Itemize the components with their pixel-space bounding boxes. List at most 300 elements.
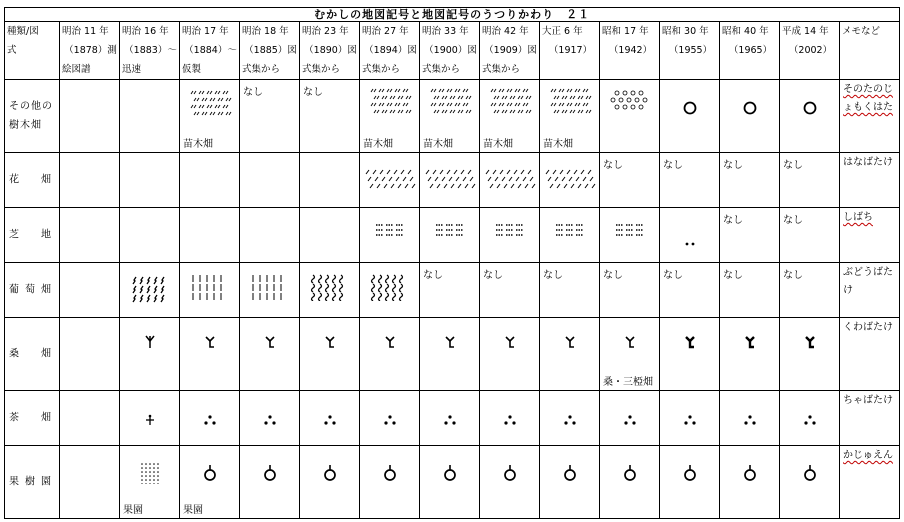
table-title: むかしの地図記号と地図記号のうつりかわり ２１ [5, 8, 900, 22]
symbol-cell [300, 391, 360, 446]
symbol-wrap [780, 464, 839, 486]
symbol-wrap [600, 223, 659, 243]
mulberry-field-icon [324, 334, 336, 350]
memo-cell [840, 80, 900, 153]
row-label-text: 茶 畑 [9, 412, 57, 424]
symbol-cell [780, 153, 840, 208]
symbol-cell [540, 391, 600, 446]
symbol-wrap [540, 86, 599, 120]
symbol-cell [180, 80, 240, 153]
symbol-cell [60, 391, 120, 446]
flower-field-icon [363, 167, 417, 193]
symbol-cell [720, 446, 780, 519]
column-header [5, 22, 60, 80]
symbol-cell [360, 208, 420, 263]
vineyard-icon [310, 273, 350, 301]
column-header-line: （1955） [668, 45, 713, 56]
orchard-icon [323, 464, 337, 482]
symbol-cell [600, 153, 660, 208]
column-header-line: 明治 11 年 [62, 26, 109, 37]
symbol-cell [360, 263, 420, 318]
table-row [5, 446, 900, 519]
symbol-wrap [600, 88, 659, 116]
symbol-wrap [180, 88, 239, 122]
symbol-cell [180, 263, 240, 318]
symbol-cell [180, 391, 240, 446]
table-row [5, 391, 900, 446]
symbol-cell [180, 208, 240, 263]
symbol-wrap [360, 223, 419, 243]
column-header-line: （1900）図 [424, 45, 477, 56]
column-header [180, 22, 240, 80]
column-header-line: （1894）図 [364, 45, 417, 56]
tea-field-icon [203, 414, 217, 426]
flower-field-icon [543, 167, 597, 193]
orchard-icon [443, 464, 457, 482]
row-label [5, 153, 60, 208]
table-row [5, 153, 900, 208]
vineyard-icon [250, 273, 290, 301]
symbol-cell [720, 391, 780, 446]
column-header-line: （1878）測 [64, 45, 117, 56]
row-label-text: 芝 地 [9, 229, 57, 241]
column-header-line: 明治 42 年 [482, 26, 529, 37]
flower-field-icon [483, 167, 537, 193]
symbol-caption: 桑・三椏畑 [603, 377, 653, 388]
symbol-wrap [660, 464, 719, 486]
symbol-wrap [360, 273, 419, 305]
symbol-cell [300, 208, 360, 263]
grassland-icon [494, 223, 526, 239]
grassland-icon [374, 223, 406, 239]
column-header [60, 22, 120, 80]
symbol-wrap [300, 334, 359, 354]
symbol-cell [180, 446, 240, 519]
symbol-wrap [120, 462, 179, 488]
symbol-wrap [540, 334, 599, 354]
column-header-line: 明治 17 年 [182, 26, 229, 37]
column-header [240, 22, 300, 80]
symbol-caption: 苗木畑 [423, 139, 453, 150]
symbol-cell [720, 153, 780, 208]
column-header-line: 大正 6 年 [542, 26, 583, 37]
row-label [5, 318, 60, 391]
symbol-cell [480, 318, 540, 391]
row-label-text: 花 畑 [9, 174, 57, 186]
column-header-line: 明治 27 年 [362, 26, 409, 37]
symbol-cell [420, 208, 480, 263]
vineyard-icon [190, 273, 230, 301]
flower-field-icon [423, 167, 477, 193]
symbol-cell [240, 80, 300, 153]
symbol-caption: 果園 [123, 505, 143, 516]
symbol-cell [60, 80, 120, 153]
row-label-text: 果樹園 [9, 476, 57, 488]
row-label [5, 208, 60, 263]
symbol-cell [240, 208, 300, 263]
orchard-icon [383, 464, 397, 482]
symbol-cell [600, 208, 660, 263]
symbol-cell [660, 153, 720, 208]
mulberry-field-icon [564, 334, 576, 350]
mulberry-field-icon [384, 334, 396, 350]
symbol-cell [660, 208, 720, 263]
mulberry-field-icon [204, 334, 216, 350]
column-header-line: メモなど [842, 26, 881, 37]
symbol-wrap [780, 334, 839, 354]
column-header-line: 昭和 40 年 [722, 26, 769, 37]
mulberry-field-icon [144, 334, 156, 350]
table-row [5, 318, 900, 391]
symbol-cell [300, 263, 360, 318]
symbol-wrap [660, 100, 719, 120]
mulberry-field-icon [804, 334, 816, 350]
none-label: なし [543, 270, 563, 281]
tea-field-icon [323, 414, 337, 426]
symbol-cell [660, 263, 720, 318]
symbol-cell [600, 80, 660, 153]
symbol-wrap [540, 411, 599, 430]
symbol-wrap [300, 411, 359, 430]
column-header-line: 昭和 17 年 [602, 26, 649, 37]
mulberry-field-icon [744, 334, 756, 350]
column-header-line: 明治 23 年 [302, 26, 349, 37]
tree-field-icon [742, 100, 758, 116]
symbol-cell [480, 153, 540, 208]
none-label: なし [303, 87, 323, 98]
symbol-caption: 苗木畑 [183, 139, 213, 150]
mulberry-field-icon [444, 334, 456, 350]
symbol-caption: 苗木畑 [483, 139, 513, 150]
tea-field-icon [143, 414, 157, 426]
column-header-line: 明治 33 年 [422, 26, 469, 37]
symbol-wrap [420, 167, 479, 197]
symbol-cell [660, 80, 720, 153]
symbol-cell [60, 318, 120, 391]
symbol-cell [660, 391, 720, 446]
mulberry-field-icon [684, 334, 696, 350]
symbol-cell [60, 208, 120, 263]
row-label-text: その他の樹木畑 [9, 101, 53, 131]
symbol-cell [420, 391, 480, 446]
symbol-cell [360, 391, 420, 446]
symbol-cell [780, 208, 840, 263]
symbol-wrap [480, 464, 539, 486]
none-label: なし [243, 87, 263, 98]
orchard-icon [623, 464, 637, 482]
symbol-cell [600, 318, 660, 391]
orchard-icon [563, 464, 577, 482]
symbol-cell [60, 263, 120, 318]
symbol-cell [180, 318, 240, 391]
symbol-cell [480, 208, 540, 263]
symbol-wrap [360, 411, 419, 430]
symbol-wrap [300, 273, 359, 305]
symbol-cell [540, 318, 600, 391]
symbol-cell [420, 80, 480, 153]
symbol-cell [240, 153, 300, 208]
symbol-cell [240, 318, 300, 391]
table-row [5, 263, 900, 318]
tea-field-icon [683, 414, 697, 426]
none-label: なし [483, 270, 503, 281]
orchard-icon [263, 464, 277, 482]
orchard-icon [683, 464, 697, 482]
symbol-wrap [420, 464, 479, 486]
symbol-cell [720, 318, 780, 391]
symbol-wrap [780, 411, 839, 430]
symbol-cell [720, 80, 780, 153]
column-header [120, 22, 180, 80]
memo-text: そのたのじょもくはた [843, 84, 893, 113]
memo-text: しばち [843, 212, 873, 223]
symbol-cell [300, 446, 360, 519]
column-header [480, 22, 540, 80]
symbol-wrap [480, 86, 539, 120]
memo-cell [840, 391, 900, 446]
none-label: なし [423, 270, 443, 281]
map-symbol-table [4, 7, 900, 519]
symbol-wrap [180, 273, 239, 305]
column-header-line: 種類/図 [7, 26, 39, 37]
none-label: なし [723, 160, 743, 171]
tree-field-icon [682, 100, 698, 116]
symbol-wrap [660, 232, 719, 251]
column-header-line: 式集から [242, 64, 281, 75]
symbol-cell [240, 263, 300, 318]
memo-cell [840, 153, 900, 208]
symbol-cell [480, 446, 540, 519]
column-header-line: （1942） [608, 45, 653, 56]
none-label: なし [723, 270, 743, 281]
symbol-cell [60, 153, 120, 208]
column-header-line: 式集から [302, 64, 341, 75]
column-header-line: （1890）図 [304, 45, 357, 56]
symbol-wrap [240, 464, 299, 486]
memo-text: ぶどうばたけ [843, 267, 893, 296]
column-header [300, 22, 360, 80]
column-header-line: 明治 18 年 [242, 26, 289, 37]
mulberry-field-icon [504, 334, 516, 350]
symbol-cell [540, 263, 600, 318]
symbol-wrap [720, 334, 779, 354]
tree-nursery-icon [188, 88, 232, 118]
memo-text: ちゃばたけ [843, 395, 893, 406]
column-header-line: （1885）図 [244, 45, 297, 56]
none-label: なし [783, 270, 803, 281]
symbol-wrap [720, 100, 779, 120]
table-row [5, 208, 900, 263]
memo-cell [840, 208, 900, 263]
column-header-line: 式集から [422, 64, 461, 75]
orchard-icon [743, 464, 757, 482]
symbol-cell [780, 318, 840, 391]
none-label: なし [783, 160, 803, 171]
symbol-wrap [720, 464, 779, 486]
mulberry-field-icon [264, 334, 276, 350]
tea-field-icon [503, 414, 517, 426]
grassland-icon [614, 223, 646, 239]
column-header [660, 22, 720, 80]
symbol-wrap [600, 464, 659, 486]
symbol-cell [360, 446, 420, 519]
symbol-cell [540, 80, 600, 153]
symbol-cell [600, 446, 660, 519]
symbol-wrap [540, 223, 599, 243]
none-label: なし [663, 160, 683, 171]
symbol-wrap [180, 464, 239, 486]
vineyard-icon [370, 273, 410, 301]
symbol-wrap [120, 411, 179, 430]
symbol-wrap [360, 86, 419, 120]
symbol-cell [300, 318, 360, 391]
column-header [600, 22, 660, 80]
symbol-cell [600, 263, 660, 318]
symbol-cell [420, 263, 480, 318]
column-header-line: （2002） [788, 45, 833, 56]
symbol-cell [60, 446, 120, 519]
symbol-cell [540, 446, 600, 519]
symbol-cell [360, 153, 420, 208]
none-label: なし [603, 270, 623, 281]
symbol-wrap [480, 411, 539, 430]
column-header-line: 絵図譜 [62, 64, 91, 75]
symbol-cell [780, 446, 840, 519]
column-header [420, 22, 480, 80]
tea-field-icon [803, 414, 817, 426]
column-header-line: 仮製 [182, 64, 202, 75]
column-header-line: （1883）～ [124, 45, 177, 56]
tea-field-icon [263, 414, 277, 426]
symbol-cell [120, 80, 180, 153]
symbol-wrap [180, 411, 239, 430]
symbol-cell [420, 446, 480, 519]
header-row [5, 22, 900, 80]
table-row [5, 80, 900, 153]
symbol-cell [300, 153, 360, 208]
symbol-wrap [480, 334, 539, 354]
column-header-line: （1884）～ [184, 45, 237, 56]
symbol-wrap [540, 167, 599, 197]
orchard-icon [140, 462, 160, 484]
memo-cell [840, 263, 900, 318]
tea-field-icon [443, 414, 457, 426]
symbol-cell [300, 80, 360, 153]
tea-field-icon [623, 414, 637, 426]
symbol-wrap [240, 334, 299, 354]
symbol-wrap [180, 334, 239, 354]
symbol-wrap [660, 411, 719, 430]
tree-field-icon [802, 100, 818, 116]
tea-field-icon [563, 414, 577, 426]
column-header-line: 昭和 30 年 [662, 26, 709, 37]
symbol-cell [120, 263, 180, 318]
symbol-cell [600, 391, 660, 446]
column-header-line: 式 [7, 45, 17, 56]
symbol-wrap [120, 275, 179, 307]
column-header-line: 平成 14 年 [782, 26, 829, 37]
symbol-cell [780, 263, 840, 318]
none-label: なし [603, 160, 623, 171]
symbol-cell [420, 153, 480, 208]
column-header-line: （1909）図 [484, 45, 537, 56]
symbol-wrap [600, 334, 659, 354]
symbol-cell [540, 153, 600, 208]
symbol-cell [660, 318, 720, 391]
orchard-icon [503, 464, 517, 482]
row-label-text: 桑 畑 [9, 348, 57, 360]
symbol-cell [720, 263, 780, 318]
symbol-cell [660, 446, 720, 519]
symbol-cell [240, 446, 300, 519]
grassland-icon [683, 241, 697, 247]
symbol-cell [120, 446, 180, 519]
column-header-line: 迅速 [122, 64, 142, 75]
none-label: なし [663, 270, 683, 281]
symbol-wrap [120, 334, 179, 354]
symbol-cell [780, 391, 840, 446]
symbol-wrap [360, 167, 419, 197]
row-label [5, 263, 60, 318]
column-header [840, 22, 900, 80]
symbol-wrap [540, 464, 599, 486]
symbol-wrap [420, 86, 479, 120]
symbol-caption: 果園 [183, 505, 203, 516]
grassland-icon [434, 223, 466, 239]
symbol-wrap [480, 167, 539, 197]
column-header [360, 22, 420, 80]
symbol-wrap [420, 334, 479, 354]
memo-text: かじゅえん [843, 450, 893, 461]
tree-circle-icon [609, 88, 651, 112]
row-label [5, 391, 60, 446]
row-label-text: 葡萄畑 [9, 284, 57, 296]
orchard-icon [203, 464, 217, 482]
tree-nursery-icon [368, 86, 412, 116]
mulberry-field-icon [624, 334, 636, 350]
none-label: なし [783, 215, 803, 226]
symbol-wrap [300, 464, 359, 486]
symbol-wrap [420, 411, 479, 430]
grassland-icon [554, 223, 586, 239]
symbol-cell [480, 80, 540, 153]
memo-text: くわばたけ [843, 322, 893, 333]
symbol-cell [120, 391, 180, 446]
symbol-cell [120, 153, 180, 208]
row-label [5, 446, 60, 519]
symbol-wrap [600, 411, 659, 430]
vineyard-icon [130, 275, 170, 303]
row-label [5, 80, 60, 153]
column-header-line: 式集から [482, 64, 521, 75]
symbol-caption: 苗木畑 [543, 139, 573, 150]
symbol-cell [420, 318, 480, 391]
symbol-cell [240, 391, 300, 446]
symbol-wrap [360, 334, 419, 354]
symbol-cell [480, 391, 540, 446]
tea-field-icon [383, 414, 397, 426]
memo-text: はなばたけ [843, 157, 893, 168]
symbol-cell [780, 80, 840, 153]
symbol-cell [540, 208, 600, 263]
column-header-line: （1965） [728, 45, 773, 56]
column-header [720, 22, 780, 80]
column-header [780, 22, 840, 80]
symbol-wrap [420, 223, 479, 243]
column-header [540, 22, 600, 80]
symbol-cell [360, 80, 420, 153]
column-header-line: （1917） [548, 45, 593, 56]
